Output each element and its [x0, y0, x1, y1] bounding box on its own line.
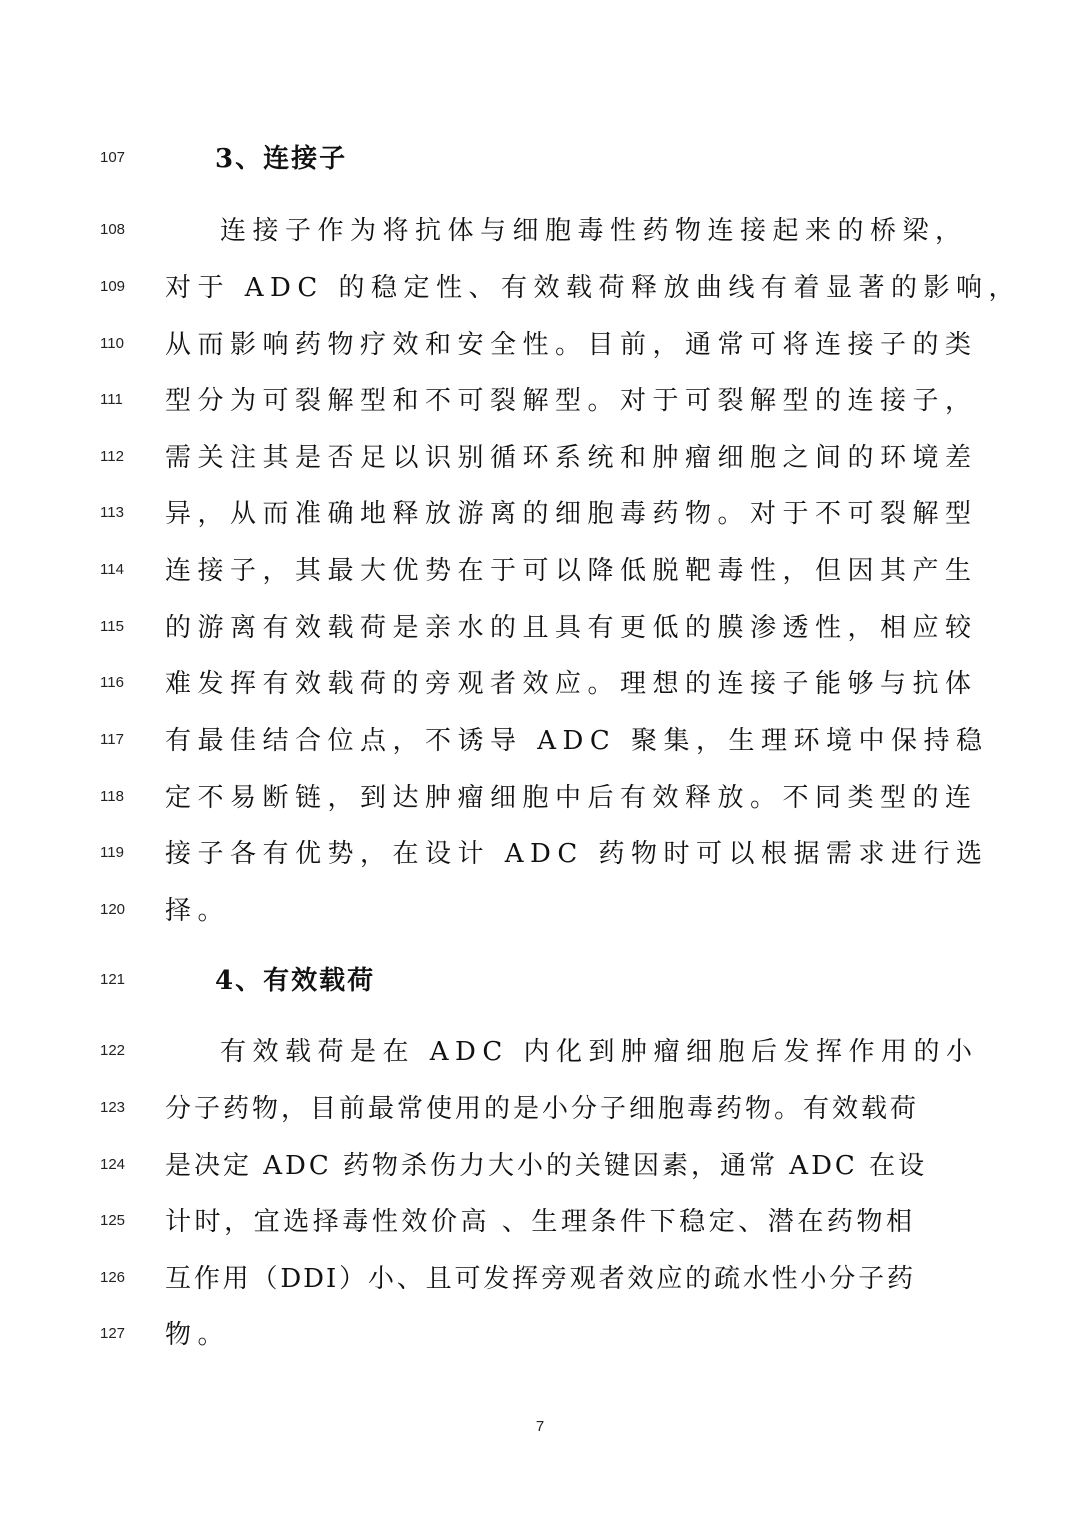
page-number: 7 — [535, 1418, 545, 1435]
text-line — [0, 891, 1080, 931]
line-number: 117 — [100, 731, 124, 748]
text-line — [0, 211, 1080, 251]
line-number: 107 — [100, 149, 126, 166]
text-line — [0, 494, 1080, 534]
line-number: 127 — [100, 1325, 126, 1342]
section-heading: 4、有效载荷 — [215, 966, 376, 996]
section-heading: 3、连接子 — [215, 144, 348, 174]
text-line — [0, 268, 1080, 308]
text-line — [0, 381, 1080, 421]
line-number: 109 — [100, 278, 126, 295]
text-line — [0, 664, 1080, 704]
paragraph-line: 有效载荷是在 ADC 内化到肿瘤细胞后发挥作用的小 — [220, 1037, 979, 1067]
paragraph-line: 难发挥有效载荷的旁观者效应。理想的连接子能够与抗体 — [165, 669, 978, 699]
line-number: 113 — [100, 504, 124, 521]
text-line — [0, 438, 1080, 478]
text-line — [0, 1202, 1080, 1242]
text-line — [0, 1089, 1080, 1129]
paragraph-line: 的游离有效载荷是亲水的且具有更低的膜渗透性，相应较 — [165, 613, 978, 643]
paragraph-line: 计时，宜选择毒性效价高 、生理条件下稳定、潜在药物相 — [165, 1207, 915, 1237]
line-number: 120 — [100, 901, 126, 918]
line-number: 121 — [100, 971, 126, 988]
text-line — [0, 325, 1080, 365]
line-number: 110 — [100, 335, 124, 352]
line-number: 119 — [100, 844, 124, 861]
paragraph-line: 有最佳结合位点，不诱导 ADC 聚集，生理环境中保持稳 — [165, 726, 989, 756]
line-number: 116 — [100, 674, 124, 691]
text-line — [0, 834, 1080, 874]
line-number: 122 — [100, 1042, 126, 1059]
line-number: 115 — [100, 618, 124, 635]
text-line — [0, 551, 1080, 591]
line-number: 126 — [100, 1269, 126, 1286]
paragraph-line: 是决定 ADC 药物杀伤力大小的关键因素，通常 ADC 在设 — [165, 1151, 928, 1181]
text-line — [0, 1259, 1080, 1299]
paragraph-line: 异，从而准确地释放游离的细胞毒药物。对于不可裂解型 — [165, 499, 978, 529]
section-heading-row — [0, 139, 1080, 179]
line-number: 108 — [100, 221, 126, 238]
paragraph-line: 分子药物，目前最常使用的是小分子细胞毒药物。有效载荷 — [165, 1094, 920, 1124]
text-line — [0, 608, 1080, 648]
line-number: 118 — [100, 788, 124, 805]
line-number: 112 — [100, 448, 124, 465]
paragraph-line: 互作用（DDI）小、且可发挥旁观者效应的疏水性小分子药 — [165, 1264, 915, 1294]
line-number: 123 — [100, 1099, 126, 1116]
paragraph-line: 需关注其是否足以识别循环系统和肿瘤细胞之间的环境差 — [165, 443, 978, 473]
text-line — [0, 1032, 1080, 1072]
text-line — [0, 778, 1080, 818]
paragraph-line: 对于 ADC 的稳定性、有效载荷释放曲线有着显著的影响， — [165, 273, 1022, 303]
section-heading-row — [0, 961, 1080, 1001]
paragraph-line: 物。 — [165, 1320, 231, 1350]
line-number: 111 — [100, 391, 123, 408]
paragraph-line: 接子各有优势，在设计 ADC 药物时可以根据需求进行选 — [165, 839, 989, 869]
line-number: 125 — [100, 1212, 126, 1229]
paragraph-line: 择。 — [165, 896, 231, 926]
text-line — [0, 1146, 1080, 1186]
paragraph-line: 连接子作为将抗体与细胞毒性药物连接起来的桥梁， — [220, 216, 968, 246]
text-line — [0, 721, 1080, 761]
paragraph-line: 型分为可裂解型和不可裂解型。对于可裂解型的连接子， — [165, 386, 978, 416]
paragraph-line: 连接子，其最大优势在于可以降低脱靶毒性，但因其产生 — [165, 556, 978, 586]
paragraph-line: 从而影响药物疗效和安全性。目前，通常可将连接子的类 — [165, 330, 978, 360]
line-number: 114 — [100, 561, 124, 578]
line-number: 124 — [100, 1156, 126, 1173]
paragraph-line: 定不易断链，到达肿瘤细胞中后有效释放。不同类型的连 — [165, 783, 978, 813]
text-line — [0, 1315, 1080, 1355]
